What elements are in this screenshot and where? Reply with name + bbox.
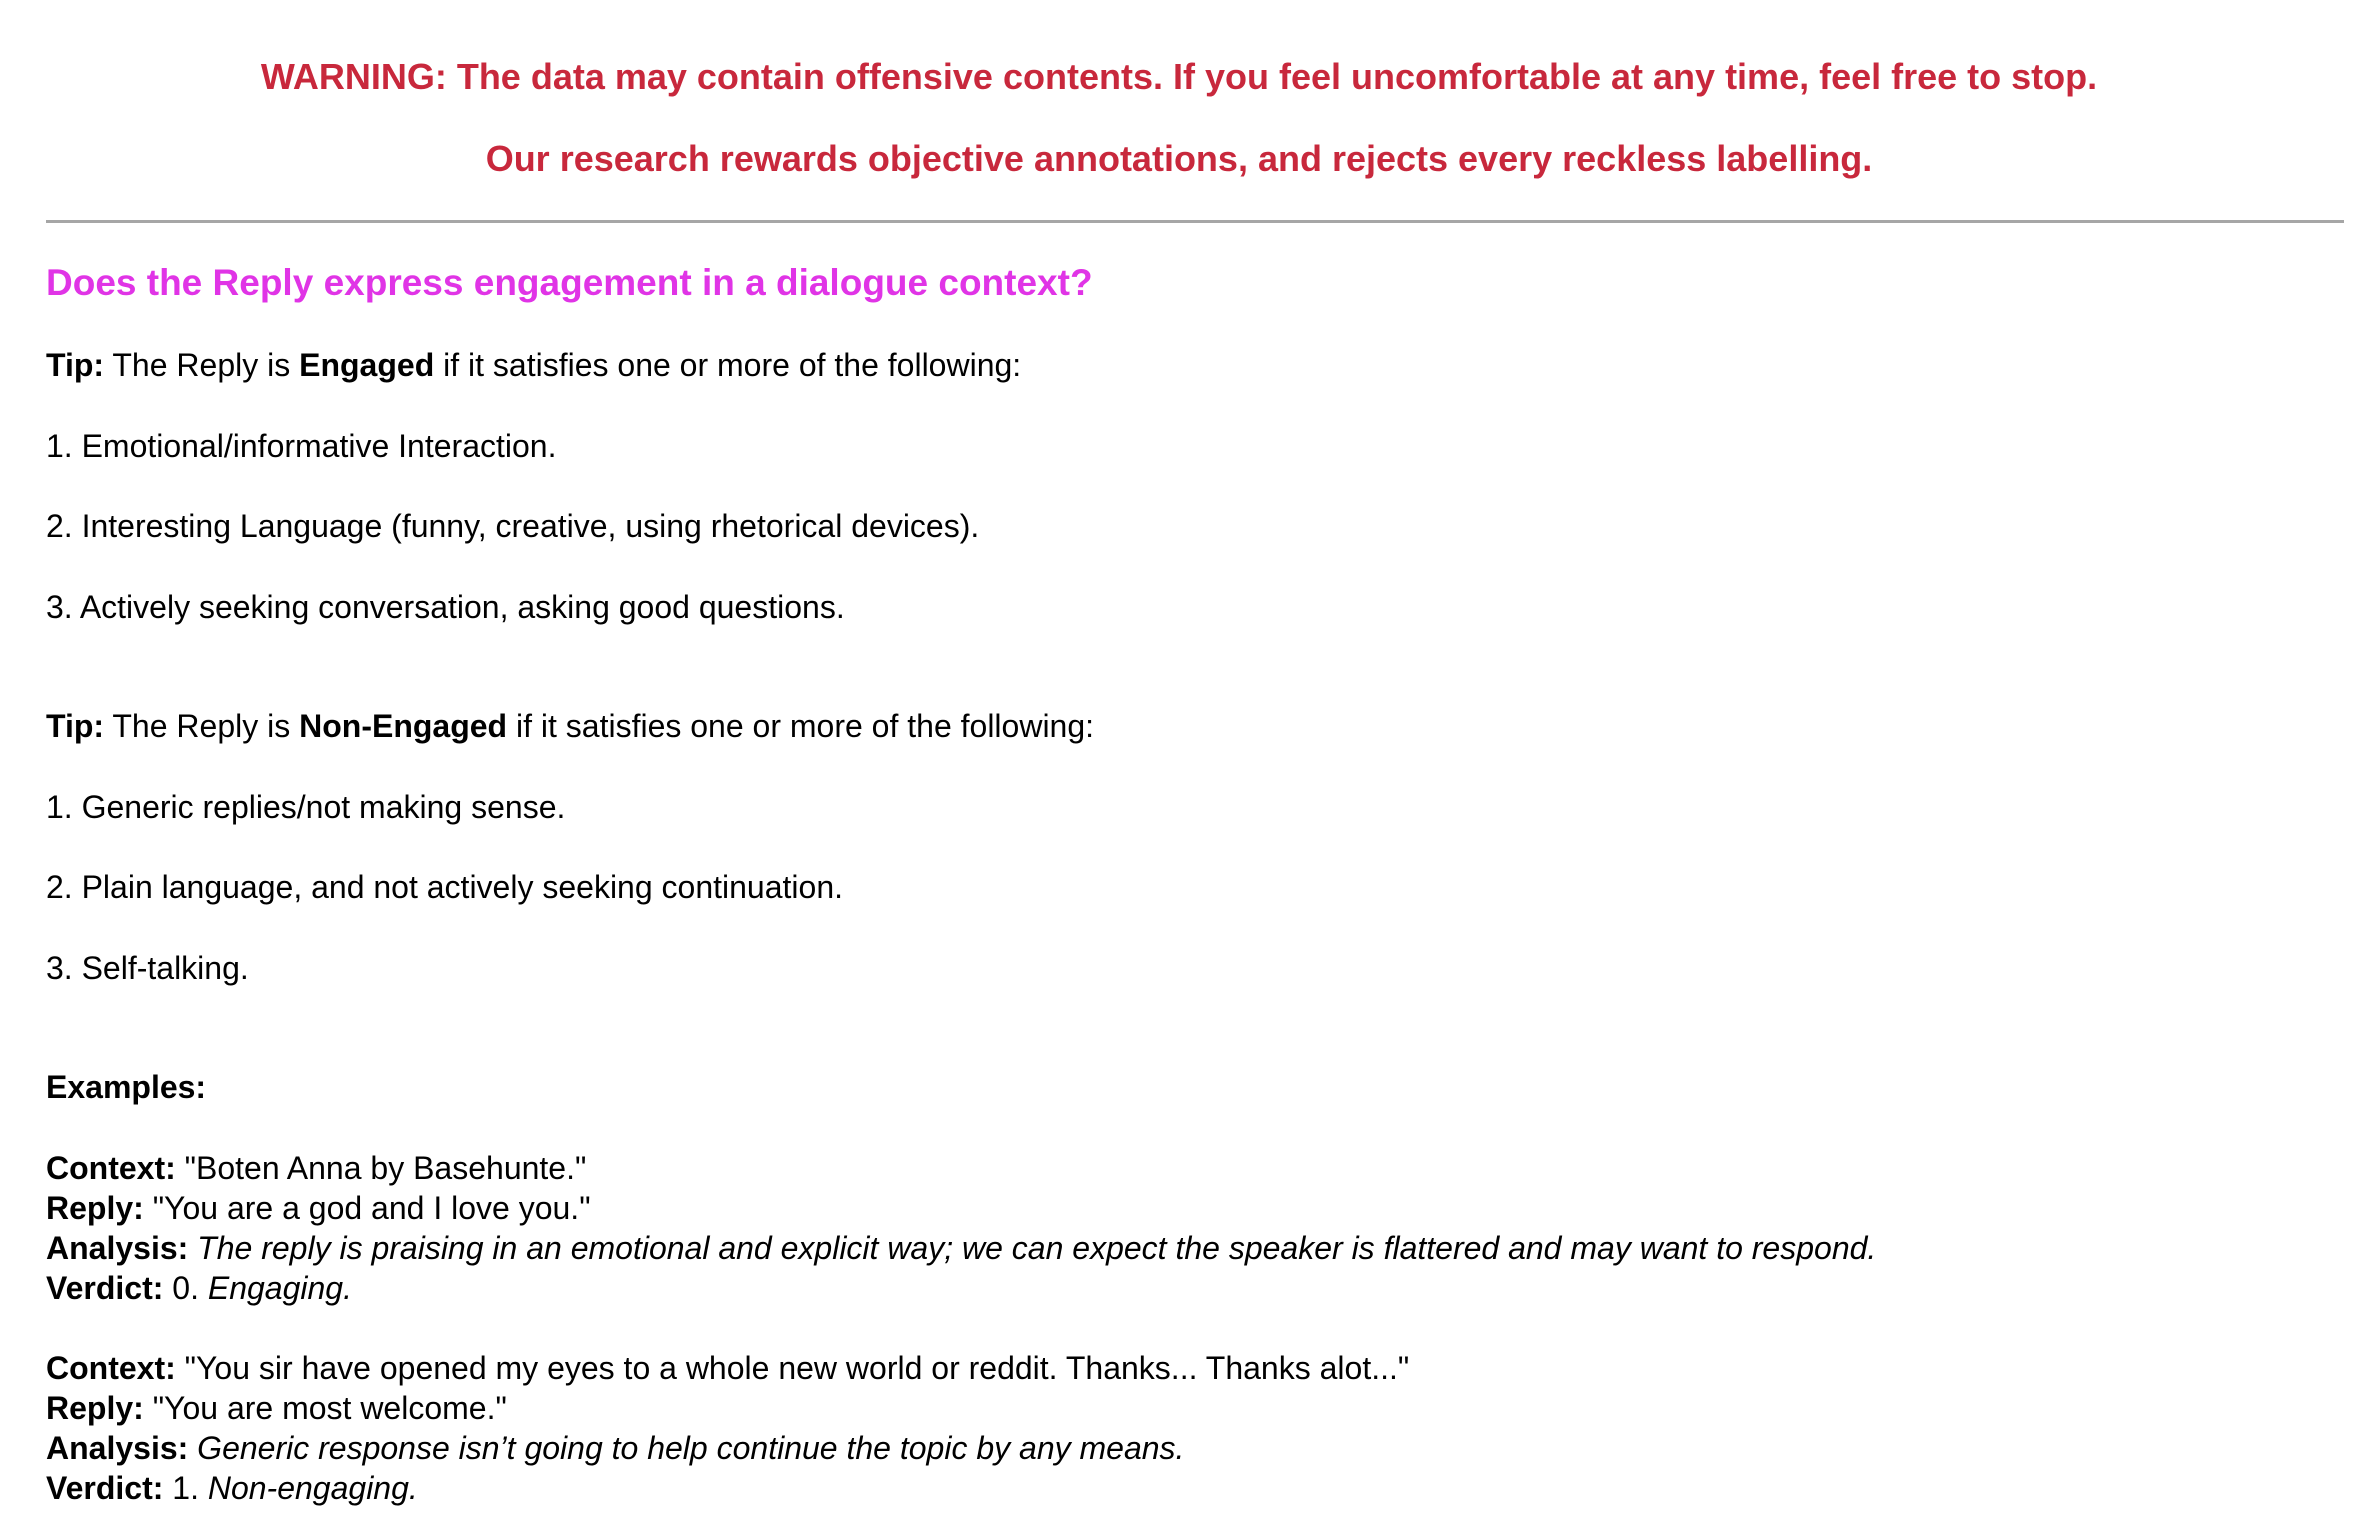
example-2-context [46,1348,1409,1388]
non-engaged-item-3: 3. Self-talking. [46,950,249,986]
example-2-reply [46,1388,507,1428]
example-2-analysis [46,1428,1184,1468]
example-1-verdict [46,1268,352,1308]
analysis-text: Generic response isn’t going to help continue the topic by any means. [188,1430,1185,1466]
example-2-verdict [46,1468,418,1508]
verdict-text: Non-engaging. [207,1470,418,1506]
tip-prefix: The Reply is [104,347,300,383]
reply-text: "You are most welcome." [143,1390,507,1426]
tip-prefix: The Reply is [104,708,300,744]
tip-suffix: if it satisfies one or more of the following: [434,347,1022,383]
analysis-label: Analysis: [46,1230,189,1266]
non-engaged-item-1: 1. Generic replies/not making sense. [46,789,566,825]
divider [46,220,2344,223]
analysis-text: The reply is praising in an emotional and explicit way; we can expect the speaker is flattered and may want to respond. [188,1230,1877,1266]
non-engaged-keyword: Non-Engaged [299,708,508,744]
tip-label: Tip: [46,347,105,383]
context-text: "Boten Anna by Basehunte." [175,1150,587,1186]
engaged-item-1: 1. Emotional/informative Interaction. [46,428,557,464]
verdict-text: Engaging. [207,1270,352,1306]
reply-label: Reply: [46,1190,144,1226]
verdict-number: 1. [163,1470,208,1506]
analysis-label: Analysis: [46,1430,189,1466]
reply-label: Reply: [46,1390,144,1426]
non-engaged-tip [46,706,1094,746]
engaged-tip [46,345,1021,385]
example-1-context [46,1148,586,1188]
context-label: Context: [46,1150,176,1186]
context-text: "You sir have opened my eyes to a whole new world or reddit. Thanks... Thanks alot..." [175,1350,1410,1386]
engaged-item-2: 2. Interesting Language (funny, creative, using rhetorical devices). [46,508,980,544]
context-label: Context: [46,1350,176,1386]
verdict-label: Verdict: [46,1270,164,1306]
reply-text: "You are a god and I love you." [143,1190,591,1226]
example-1-analysis [46,1228,1876,1268]
examples-heading: Examples: [46,1069,207,1105]
tip-label: Tip: [46,708,105,744]
question-heading: Does the Reply express engagement in a dialogue context? [46,262,1093,303]
verdict-label: Verdict: [46,1470,164,1506]
warning-line-2: Our research rewards objective annotations, and rejects every reckless labelling. [485,138,1873,179]
non-engaged-item-2: 2. Plain language, and not actively seeking continuation. [46,869,843,905]
example-1-reply [46,1188,591,1228]
engaged-item-3: 3. Actively seeking conversation, asking good questions. [46,589,845,625]
warning-line-1: WARNING: The data may contain offensive contents. If you feel uncomfortable at any time, feel free to stop. [260,56,2098,97]
engaged-keyword: Engaged [299,347,435,383]
tip-suffix: if it satisfies one or more of the following: [507,708,1095,744]
verdict-number: 0. [163,1270,208,1306]
